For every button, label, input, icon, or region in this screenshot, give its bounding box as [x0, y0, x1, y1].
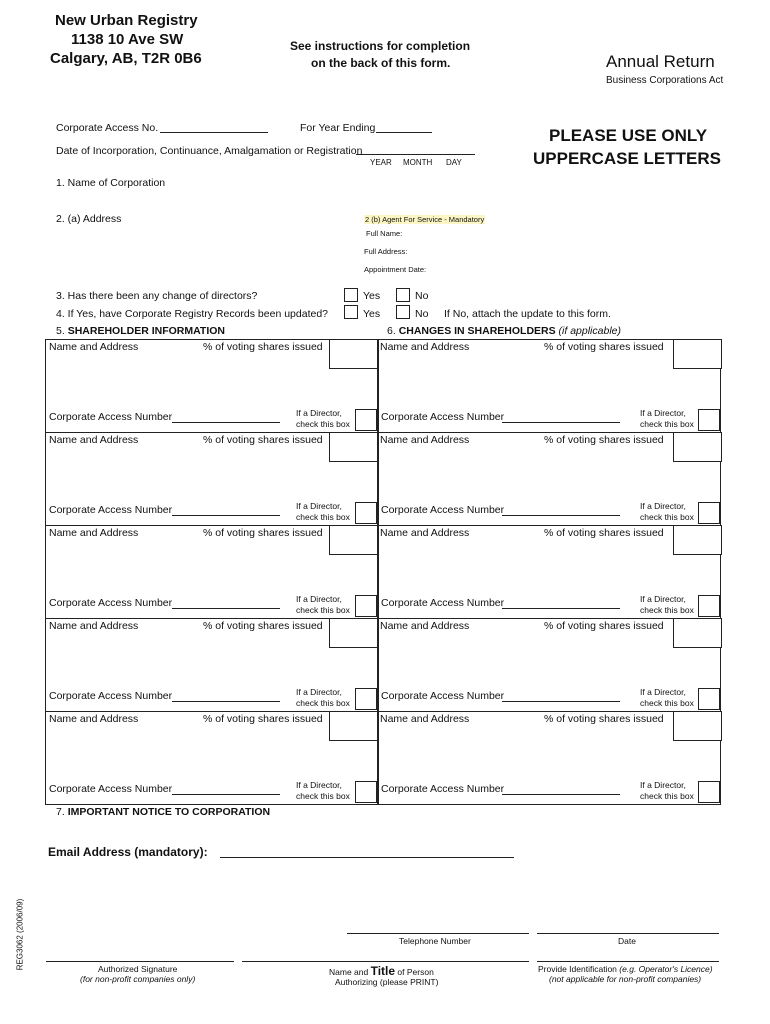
section-5-title: SHAREHOLDER INFORMATION — [67, 325, 225, 337]
section-7-number: 7. — [56, 806, 65, 818]
name-address-label: Name and Address — [49, 341, 139, 353]
director-label-2: check this box — [640, 698, 694, 708]
voting-label: % of voting shares issued — [544, 341, 664, 353]
authorized-signature-field[interactable] — [46, 961, 234, 962]
provide-id-text: Provide Identification — [538, 964, 617, 974]
grid-row-separator — [46, 432, 720, 433]
corp-access-number-field[interactable] — [502, 608, 620, 609]
director-checkbox[interactable] — [355, 781, 377, 803]
name-of-corporation-label: 1. Name of Corporation — [56, 177, 166, 189]
corp-access-number-label: Corporate Access Number — [381, 597, 505, 609]
director-label-1: If a Director, — [640, 687, 686, 697]
registry-city: Calgary, AB, T2R 0B6 — [50, 50, 202, 67]
voting-label: % of voting shares issued — [203, 527, 323, 539]
year-ending-label: For Year Ending — [300, 122, 376, 134]
section-6-note: (if applicable) — [558, 325, 621, 337]
section-6-heading — [387, 325, 621, 337]
name-title-big: Title — [370, 964, 396, 978]
director-checkbox[interactable] — [698, 502, 720, 524]
corp-access-number-label: Corporate Access Number — [381, 783, 505, 795]
telephone-label: Telephone Number — [399, 936, 471, 946]
q4-note: If No, attach the update to this form. — [444, 308, 611, 320]
voting-input[interactable] — [329, 618, 378, 648]
agent-full-name-label: Full Name: — [366, 229, 403, 238]
date-incorporation-field[interactable] — [356, 154, 475, 155]
corp-access-number-field[interactable] — [172, 701, 280, 702]
shareholder-grid — [45, 339, 721, 805]
voting-input[interactable] — [673, 432, 722, 462]
director-label-1: If a Director, — [640, 408, 686, 418]
email-label: Email Address (mandatory): — [48, 845, 208, 859]
corporate-access-no-field[interactable] — [160, 132, 268, 133]
director-checkbox[interactable] — [698, 781, 720, 803]
section-6-number: 6. — [387, 325, 396, 337]
address-label: 2. (a) Address — [56, 213, 122, 225]
director-label-2: check this box — [296, 512, 350, 522]
voting-label: % of voting shares issued — [203, 434, 323, 446]
corp-access-number-label: Corporate Access Number — [381, 504, 505, 516]
voting-input[interactable] — [329, 525, 378, 555]
registry-street: 1138 10 Ave SW — [71, 31, 184, 48]
provide-id-label — [538, 964, 713, 974]
instructions-line2: on the back of this form. — [311, 56, 451, 70]
corp-access-number-field[interactable] — [502, 515, 620, 516]
voting-input[interactable] — [329, 711, 378, 741]
corp-access-number-label: Corporate Access Number — [49, 597, 173, 609]
name-title-note — [335, 977, 438, 987]
name-address-label: Name and Address — [49, 527, 139, 539]
form-subtitle: Business Corporations Act — [606, 75, 724, 86]
voting-label: % of voting shares issued — [203, 713, 323, 725]
form-code: REG3062 (2006/09) — [15, 898, 25, 971]
director-label-2: check this box — [296, 791, 350, 801]
telephone-field[interactable] — [347, 933, 529, 934]
agent-appointment-date-label: Appointment Date: — [364, 265, 427, 274]
date-month-label: MONTH — [403, 158, 433, 167]
director-checkbox[interactable] — [355, 688, 377, 710]
corp-access-number-field[interactable] — [502, 701, 620, 702]
voting-input[interactable] — [329, 432, 378, 462]
voting-input[interactable] — [673, 618, 722, 648]
uppercase-notice-1: PLEASE USE ONLY — [549, 126, 708, 145]
director-checkbox[interactable] — [698, 409, 720, 431]
director-label-1: If a Director, — [296, 408, 342, 418]
corp-access-number-field[interactable] — [172, 794, 280, 795]
director-label-2: check this box — [296, 605, 350, 615]
q3-no-label: No — [415, 290, 429, 302]
voting-label: % of voting shares issued — [544, 713, 664, 725]
voting-label: % of voting shares issued — [203, 341, 323, 353]
date-day-label: DAY — [446, 158, 462, 167]
date-year-label: YEAR — [370, 158, 392, 167]
form-title: Annual Return — [606, 52, 715, 71]
director-label-2: check this box — [640, 512, 694, 522]
q4-no-checkbox[interactable] — [396, 305, 410, 319]
voting-input[interactable] — [329, 339, 378, 369]
corp-access-number-field[interactable] — [502, 422, 620, 423]
identification-field[interactable] — [537, 961, 719, 962]
director-label-2: check this box — [296, 419, 350, 429]
date-incorporation-label: Date of Incorporation, Continuance, Amalgamation or Registration — [56, 145, 363, 157]
corp-access-number-label: Corporate Access Number — [381, 690, 505, 702]
director-label-2: check this box — [640, 419, 694, 429]
name-address-label: Name and Address — [380, 341, 470, 353]
instructions-line1: See instructions for completion — [290, 39, 471, 53]
q3-yes-checkbox[interactable] — [344, 288, 358, 302]
director-label-1: If a Director, — [640, 594, 686, 604]
name-address-label: Name and Address — [49, 620, 139, 632]
director-label-1: If a Director, — [296, 594, 342, 604]
director-label-1: If a Director, — [296, 687, 342, 697]
q3-label: 3. Has there been any change of directors? — [56, 290, 258, 302]
name-address-label: Name and Address — [380, 434, 470, 446]
name-address-label: Name and Address — [380, 620, 470, 632]
agent-header: 2 (b) Agent For Service - Mandatory — [365, 215, 485, 224]
name-address-label: Name and Address — [380, 713, 470, 725]
voting-input[interactable] — [673, 339, 722, 369]
name-title-label — [329, 964, 434, 978]
uppercase-notice-2: UPPERCASE LETTERS — [533, 149, 721, 168]
registry-name: New Urban Registry — [55, 12, 198, 29]
date-label: Date — [618, 936, 636, 946]
voting-label: % of voting shares issued — [203, 620, 323, 632]
auth-sig-note: (for non-profit companies only) — [80, 974, 196, 984]
grid-row-separator — [46, 711, 720, 712]
voting-input[interactable] — [673, 711, 722, 741]
corp-access-number-field[interactable] — [172, 422, 280, 423]
date-field[interactable] — [537, 933, 719, 934]
section-5-heading — [56, 325, 225, 337]
voting-label: % of voting shares issued — [544, 527, 664, 539]
q3-no-checkbox[interactable] — [396, 288, 410, 302]
director-checkbox[interactable] — [698, 595, 720, 617]
email-field[interactable] — [220, 857, 514, 858]
director-label-1: If a Director, — [296, 501, 342, 511]
agent-full-address-label: Full Address: — [364, 247, 408, 256]
corp-access-number-field[interactable] — [172, 515, 280, 516]
corp-access-number-label: Corporate Access Number — [49, 690, 173, 702]
voting-label: % of voting shares issued — [544, 620, 664, 632]
name-title-post: of Person — [397, 967, 434, 977]
director-label-1: If a Director, — [640, 780, 686, 790]
section-7-title: IMPORTANT NOTICE TO CORPORATION — [67, 806, 271, 818]
corp-access-number-label: Corporate Access Number — [49, 783, 173, 795]
section-6-title: CHANGES IN SHAREHOLDERS — [398, 325, 556, 337]
provide-id-example: (e.g. Operator's Licence) — [619, 964, 713, 974]
grid-row-separator — [46, 525, 720, 526]
name-address-label: Name and Address — [49, 713, 139, 725]
director-checkbox[interactable] — [355, 409, 377, 431]
director-checkbox[interactable] — [698, 688, 720, 710]
q4-yes-checkbox[interactable] — [344, 305, 358, 319]
section-5-number: 5. — [56, 325, 65, 337]
provide-id-note: (not applicable for non-profit companies) — [549, 974, 702, 984]
corp-access-number-label: Corporate Access Number — [49, 411, 173, 423]
name-title-pre: Name and — [329, 967, 369, 977]
corporate-access-no-label: Corporate Access No. — [56, 122, 159, 134]
director-checkbox[interactable] — [355, 502, 377, 524]
director-label-2: check this box — [640, 791, 694, 801]
name-title-line2: Authorizing (please PRINT) — [335, 977, 439, 987]
q4-no-label: No — [415, 308, 429, 320]
q4-yes-label: Yes — [363, 308, 381, 320]
name-title-field[interactable] — [242, 961, 529, 962]
corp-access-number-field[interactable] — [172, 608, 280, 609]
voting-input[interactable] — [673, 525, 722, 555]
name-address-label: Name and Address — [49, 434, 139, 446]
director-label-1: If a Director, — [640, 501, 686, 511]
grid-row-separator — [46, 618, 720, 619]
q4-label: 4. If Yes, have Corporate Registry Records been updated? — [56, 308, 329, 320]
corp-access-number-label: Corporate Access Number — [49, 504, 173, 516]
corp-access-number-field[interactable] — [502, 794, 620, 795]
director-label-2: check this box — [640, 605, 694, 615]
voting-label: % of voting shares issued — [544, 434, 664, 446]
director-label-2: check this box — [296, 698, 350, 708]
year-ending-field[interactable] — [376, 132, 432, 133]
auth-sig-label: Authorized Signature — [98, 964, 178, 974]
director-checkbox[interactable] — [355, 595, 377, 617]
q3-yes-label: Yes — [363, 290, 381, 302]
corp-access-number-label: Corporate Access Number — [381, 411, 505, 423]
director-label-1: If a Director, — [296, 780, 342, 790]
section-7-heading — [56, 806, 270, 818]
name-address-label: Name and Address — [380, 527, 470, 539]
